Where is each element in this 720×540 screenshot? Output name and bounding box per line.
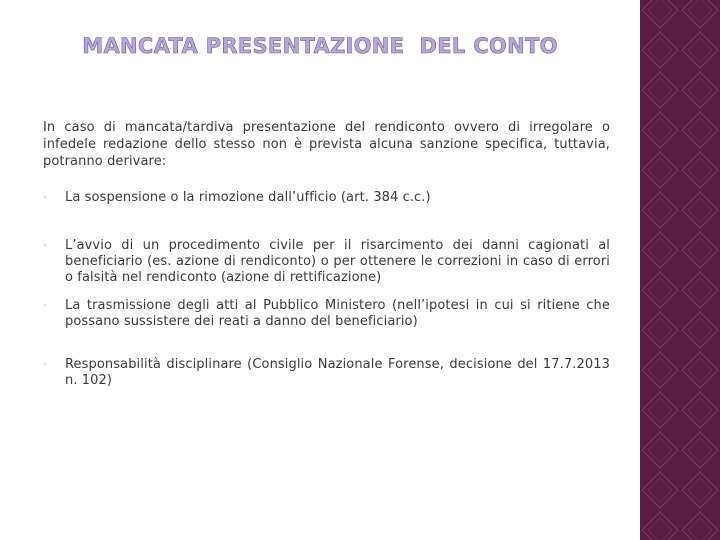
intro-paragraph: In caso di mancata/tardiva presentazione del rendiconto ovvero di irregolare o infedele redazione dello stesso non è prevista alcuna sanzione specifica, tuttavia, potranno derivare:	[43, 120, 610, 169]
bullet-text: L’avvio di un procedimento civile per il risarcimento dei danni cagionati al beneficiario (es. azione di rendiconto) o per ottenere le correzioni in caso di errori o falsità nel rendiconto (azione di rettificazione)	[65, 238, 610, 285]
bullet-marker-icon: ◦	[43, 194, 48, 202]
bullet-marker-icon: ◦	[43, 361, 48, 369]
bullet-marker-icon: ◦	[43, 302, 48, 310]
list-item	[43, 238, 610, 286]
bullet-list	[43, 190, 610, 391]
slide-title: MANCATA PRESENTAZIONE DEL CONTO	[82, 34, 558, 58]
diamond-pattern-icon	[640, 0, 720, 540]
bullet-marker-icon: ◦	[43, 242, 48, 250]
bullet-text: La trasmissione degli atti al Pubblico Ministero (nell’ipotesi in cui si ritiene che possano sussistere dei reati a danno del beneficiario)	[65, 298, 610, 329]
list-item	[43, 298, 610, 332]
bullet-text: Responsabilità disciplinare (Consiglio Nazionale Forense, decisione del 17.7.2013 n. 102)	[65, 357, 610, 388]
decorative-side-panel	[640, 0, 720, 540]
bullet-text: La sospensione o la rimozione dall’ufficio (art. 384 c.c.)	[65, 190, 431, 205]
list-item	[43, 190, 610, 214]
list-item	[43, 357, 610, 391]
